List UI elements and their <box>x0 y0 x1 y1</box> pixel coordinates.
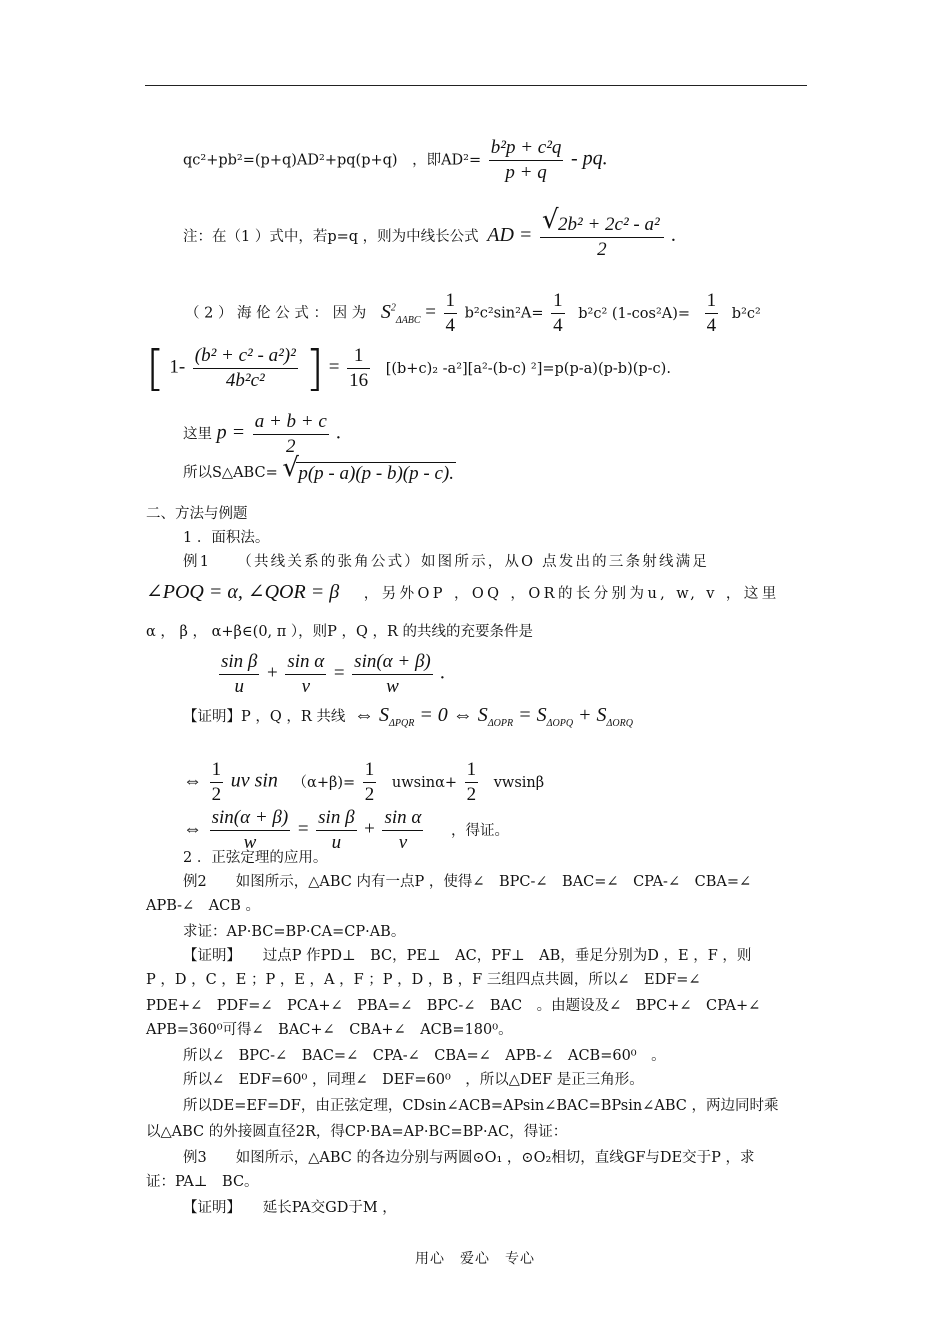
example2-p2: P ，D ，C ，E ；P ，E ，A ，F ；P ，D ，B ，F 三组四点共圆，所以∠ EDF=∠ <box>146 972 701 988</box>
cond-plus: + <box>267 662 278 684</box>
area-rad: p(p - a)(p - b)(p - c). <box>298 463 454 484</box>
heron-line1 <box>185 289 761 338</box>
note1-rad: 2b² + 2c² - a² <box>558 214 660 236</box>
example2-p1: 【证明】 过点P 作PD⊥ BC，PE⊥ AC，PF⊥ AB，垂足分别为D ，E ，F ，则 <box>183 948 752 964</box>
area-sqrt: √ p(p - a)(p - b)(p - c). <box>282 453 454 484</box>
note1-den: 2 <box>597 239 607 261</box>
heron-intro: （ 2 ） 海 伦 公 式 ： 因 为 <box>185 305 367 322</box>
half-1: $\frac{1}{2}$ <box>211 759 222 805</box>
heron-s-sub: ΔABC <box>395 314 421 326</box>
heron-frac-16: $\frac{1}{16}$ <box>349 345 369 391</box>
example2-l2: APB-∠ ACB 。 <box>146 898 261 914</box>
example1-line3: α ， β ， α+β∈(0, π ），则P ，Q ，R 的共线的充要条件是 <box>146 624 534 640</box>
proof1-head: 【证明】P ，Q ，R 共线 <box>183 709 346 725</box>
heron-s-sup: 2 <box>390 301 396 313</box>
example2-l1: 例2 如图所示，△ABC 内有一点P ，使得∠ BPC-∠ BAC=∠ CPA-∠ CBA=∠ <box>183 874 752 890</box>
example2-p3: PDE+∠ PDF=∠ PCA+∠ PBA=∠ BPC-∠ BAC 。由题设及∠ BPC+∠ CPA+∠ <box>146 998 761 1014</box>
cond-eq: = <box>333 662 345 684</box>
heron-line2-eq: = <box>328 356 340 378</box>
p3-f1: $\frac{\sin(\alpha + \beta)}{w}$ <box>211 807 289 853</box>
heron-part2: b²c² (1-cos²A)= <box>578 305 691 322</box>
cond-end: . <box>440 661 446 684</box>
proof1-line2: ⇔ $\frac{1}{2}$ uv sin （α+β)= $\frac{1}{2}$ uwsinα+ $\frac{1}{2}$ vwsinβ <box>183 759 545 805</box>
heron-big-num: (b² + c² - a²)² <box>193 344 298 369</box>
proof1-line3: ⇔ $\frac{\sin(\alpha + \beta)}{w}$ = $\frac{\text{sin β}}{u}$ + $\frac{\text{sin α}}{v}$ ，得证。 <box>183 807 509 853</box>
p3-f2: $\frac{\text{sin β}}{u}$ <box>318 807 355 853</box>
area-label: 所以S△ABC= <box>183 465 278 481</box>
method-2: 2 ．正弦定理的应用。 <box>183 850 328 866</box>
heron-part1: b²c²sin²A= <box>464 305 544 322</box>
note1-lhs: AD = <box>487 224 533 247</box>
eq-ad-squared <box>183 136 608 185</box>
eq1-left: qc²+pb²=(p+q)AD²+pq(p+q) ，即AD²= <box>183 152 482 169</box>
method-1: 1 ．面积法。 <box>183 530 270 546</box>
collinear-condition <box>216 650 445 699</box>
note1-text: 注：在（1 ）式中，若p=q ，则为中线长公式 <box>183 229 479 246</box>
heron-big-frac <box>193 344 298 393</box>
section-heading: 二、方法与例题 <box>146 506 248 522</box>
eq1-num: b²p + c²q <box>489 136 564 161</box>
example1-line1: 例1 （共线关系的张角公式）如图所示，从O 点发出的三条射线满足 <box>183 554 710 570</box>
example1-line2 <box>146 582 780 604</box>
example2-p5: 所以∠ BPC-∠ BAC=∠ CPA-∠ CBA=∠ APB-∠ ACB=60⁰ 。 <box>183 1048 666 1064</box>
cond-f2: $\frac{\text{sin α}}{v}$ <box>287 651 325 697</box>
example3-proof: 【证明】 延长PA交GD于M ， <box>183 1200 397 1216</box>
eq1-den: p + q <box>505 162 547 183</box>
proof1-line1: 【证明】P ，Q ，R 共线 ⇔ $S_{\Delta PQR} = 0$ ⇔ $S_{\Delta OPR} = S_{\Delta OPQ} + S_{\Delta ORQ}$ <box>183 704 633 729</box>
heron-eq: = <box>425 301 436 323</box>
heron-area <box>183 453 456 484</box>
example2-p6: 所以∠ EDF=60⁰ ，同理∠ DEF=60⁰ ，所以△DEF 是正三角形。 <box>183 1072 644 1088</box>
half-3: $\frac{1}{2}$ <box>466 759 477 805</box>
heron-big-den: 4b²c² <box>225 370 265 391</box>
header-rule <box>145 85 807 86</box>
heron-line2: [ 1- $\frac{\text{(b² + c² - a²)²}}{\text{4b²c²}}$ ] = $\frac{1}{16}$ [(b+c)₂ -a²][a²-(b-c) ²]=p(p-a)(p-b)(p-c). <box>146 340 671 397</box>
example1-line2-tail: ，另外OP ，OQ ，OR的长分别为u, w, v ，这里 <box>363 586 780 602</box>
median-note <box>183 205 677 262</box>
note1-fraction <box>540 205 664 262</box>
heron-frac-quarter-3: $\frac{1}{4}$ <box>706 290 717 336</box>
heron-frac-quarter-1: $\frac{1}{4}$ <box>445 290 456 336</box>
heron-frac-quarter-2: $\frac{1}{4}$ <box>553 290 563 336</box>
angle-def: ∠POQ = α, ∠QOR = β <box>146 581 340 603</box>
note1-sqrt: √ 2b² + 2c² - a² <box>542 205 660 236</box>
p-end: . <box>336 421 342 444</box>
heron-one: 1- <box>169 356 186 378</box>
p3-f3: $\frac{\text{sin α}}{v}$ <box>384 807 422 853</box>
p-definition <box>183 410 341 459</box>
example2-p4: APB=360⁰可得∠ BAC+∠ CBA+∠ ACB=180⁰。 <box>146 1022 513 1038</box>
heron-line2-tail: [(b+c)₂ -a²][a²-(b-c) ²]=p(p-a)(p-b)(p-c). <box>385 360 671 377</box>
cond-f1: $\frac{\text{sin β}}{u}$ <box>221 651 258 697</box>
note1-end: . <box>671 224 677 247</box>
here-label: 这里 <box>183 426 212 443</box>
eq1-tail: - pq. <box>571 147 608 170</box>
p-lhs: p = <box>216 421 246 444</box>
heron-part3: b²c² <box>731 305 761 322</box>
half-2: $\frac{1}{2}$ <box>364 759 375 805</box>
eq1-fraction <box>489 136 564 185</box>
cond-f3: $\frac{\sin(\alpha + \beta)}{w}$ <box>354 651 431 697</box>
example3-l1: 例3 如图所示，△ABC 的各边分别与两圆⊙O₁ ，⊙O₂相切，直线GF与DE交于P ，求 <box>183 1150 755 1166</box>
example2-p7: 所以DE=EF=DF，由正弦定理，CDsin∠ACB=APsin∠BAC=BPsin∠ABC ，两边同时乘 <box>183 1098 779 1114</box>
example3-l2: 证：PA⊥ BC。 <box>146 1174 259 1190</box>
p-frac: $\frac{a + b + c}{2}$ <box>254 411 327 457</box>
heron-s: S <box>380 300 391 323</box>
example2-l3: 求证：AP·BC=BP·CA=CP·AB。 <box>183 924 406 940</box>
page-footer: 用心 爱心 专心 <box>415 1251 535 1267</box>
example2-p8: 以△ABC 的外接圆直径2R，得CP·BA=AP·BC=BP·AC，得证： <box>146 1124 568 1140</box>
